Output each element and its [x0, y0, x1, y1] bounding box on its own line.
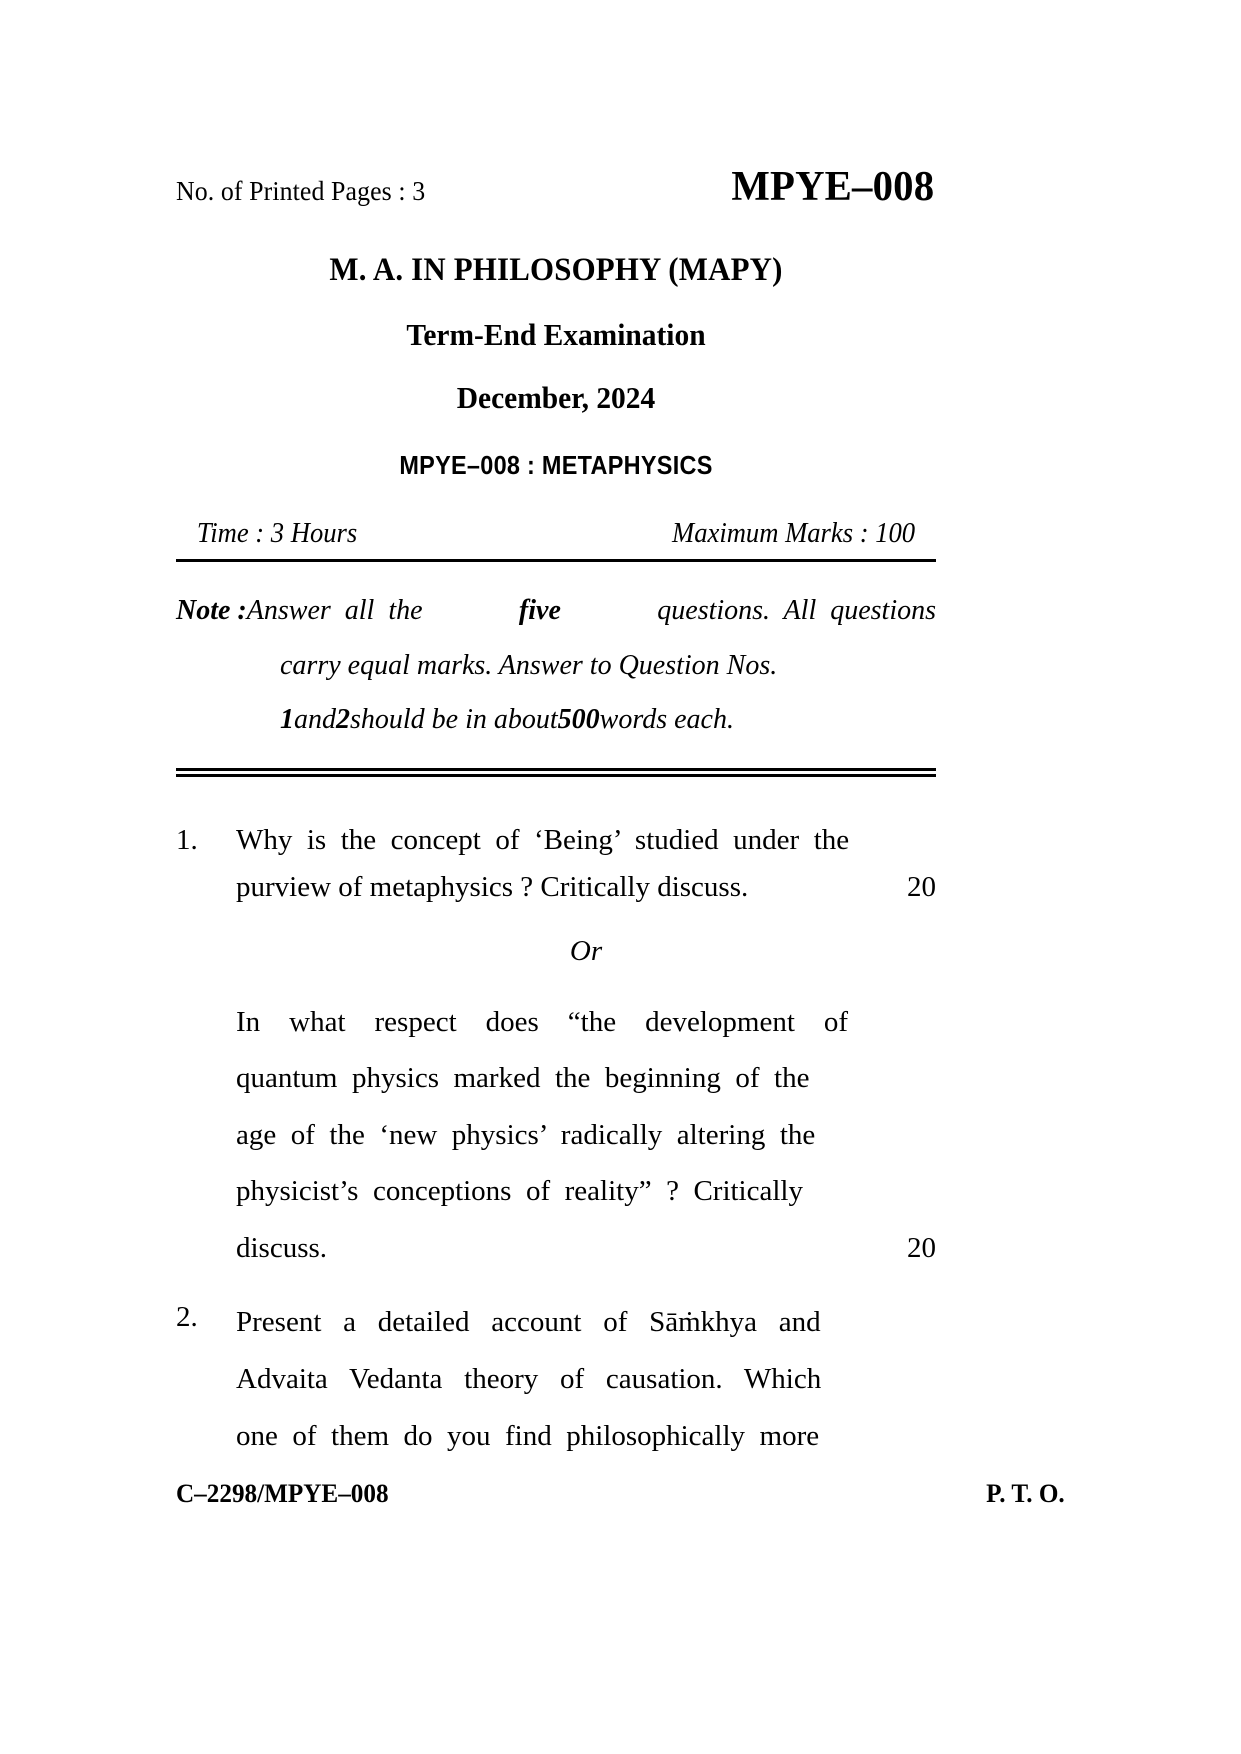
note-line-1-body	[247, 584, 936, 639]
note-divider	[176, 768, 936, 777]
note-text-3b: and	[294, 704, 336, 736]
note-emph-five: five	[518, 594, 561, 626]
question-number-placeholder	[176, 994, 236, 1277]
page-footer	[176, 1478, 1065, 1509]
question-line-text: Present a detailed account of Sāṁkhya and	[236, 1306, 821, 1339]
question-item-2	[176, 1294, 936, 1464]
title-block	[176, 253, 936, 480]
question-line-text: physicist’s conceptions of reality” ? Critically	[236, 1175, 803, 1208]
note-emph-one: 1	[280, 704, 294, 736]
question-text-2	[236, 1294, 936, 1464]
question-line-text: age of the ‘new physics’ radically altering the	[236, 1118, 816, 1151]
note-label: Note :	[176, 594, 247, 626]
question-marks: 20	[907, 870, 936, 903]
course-code: MPYE–008	[731, 164, 935, 210]
question-text-1	[236, 817, 936, 911]
note-emph-500: 500	[557, 704, 600, 736]
question-line	[236, 1408, 936, 1465]
note-text-1c: questions. All questions	[650, 594, 936, 626]
question-line	[236, 817, 936, 864]
question-item-1	[176, 817, 936, 911]
note-line-1	[176, 584, 936, 639]
maximum-marks: Maximum Marks : 100	[672, 517, 916, 549]
question-line	[236, 864, 936, 911]
question-item-1-alt	[176, 994, 936, 1277]
footer-paper-code: C–2298/MPYE–008	[176, 1478, 389, 1508]
question-number-2: 2.	[176, 1301, 198, 1334]
question-line-text: In what respect does “the development of	[236, 1005, 849, 1038]
question-line-text: quantum physics marked the beginning of the	[236, 1062, 810, 1095]
footer-pto-label: P. T. O.	[986, 1478, 1065, 1508]
question-line	[236, 1163, 936, 1220]
time-allowed: Time : 3 Hours	[196, 517, 358, 549]
questions-list	[176, 817, 936, 1464]
question-or-separator: Or	[569, 934, 603, 967]
programme-title: M. A. IN PHILOSOPHY (MAPY)	[329, 252, 783, 288]
note-text-2: carry equal marks. Answer to Question Nos.	[280, 649, 778, 681]
note-text-1a: Answer all the	[246, 594, 430, 626]
question-line-text: purview of metaphysics ? Critically discuss.	[236, 870, 749, 903]
question-number-1: 1.	[176, 823, 198, 856]
question-line-text: one of them do you find philosophically more	[236, 1419, 820, 1452]
question-line-text: Advaita Vedanta theory of causation. Which	[236, 1362, 822, 1395]
page-content	[176, 0, 936, 1468]
note-line-2	[176, 639, 936, 694]
question-line	[236, 1351, 936, 1408]
question-marks: 20	[907, 1231, 936, 1264]
meta-divider	[176, 559, 936, 562]
note-emph-two: 2	[336, 704, 350, 736]
question-line	[236, 1050, 936, 1107]
note-text-3d: should be in about	[350, 704, 558, 736]
question-line	[236, 1220, 936, 1277]
question-line	[236, 1107, 936, 1164]
question-line	[236, 1294, 936, 1351]
page-header	[176, 163, 936, 219]
subject-title: MPYE–008 : METAPHYSICS	[399, 451, 713, 480]
note-block	[176, 584, 936, 748]
question-line	[236, 994, 936, 1051]
exam-meta-row	[195, 518, 917, 550]
note-text-3f: words each.	[599, 704, 734, 736]
question-text-1-alt	[236, 994, 936, 1277]
examination-date: December, 2024	[456, 379, 656, 415]
printed-pages-label: No. of Printed Pages : 3	[176, 175, 426, 206]
note-line-3	[176, 693, 936, 748]
question-line-text: discuss.	[236, 1231, 328, 1264]
examination-title: Term-End Examination	[406, 316, 706, 352]
question-line-text: Why is the concept of ‘Being’ studied under the	[236, 823, 850, 856]
